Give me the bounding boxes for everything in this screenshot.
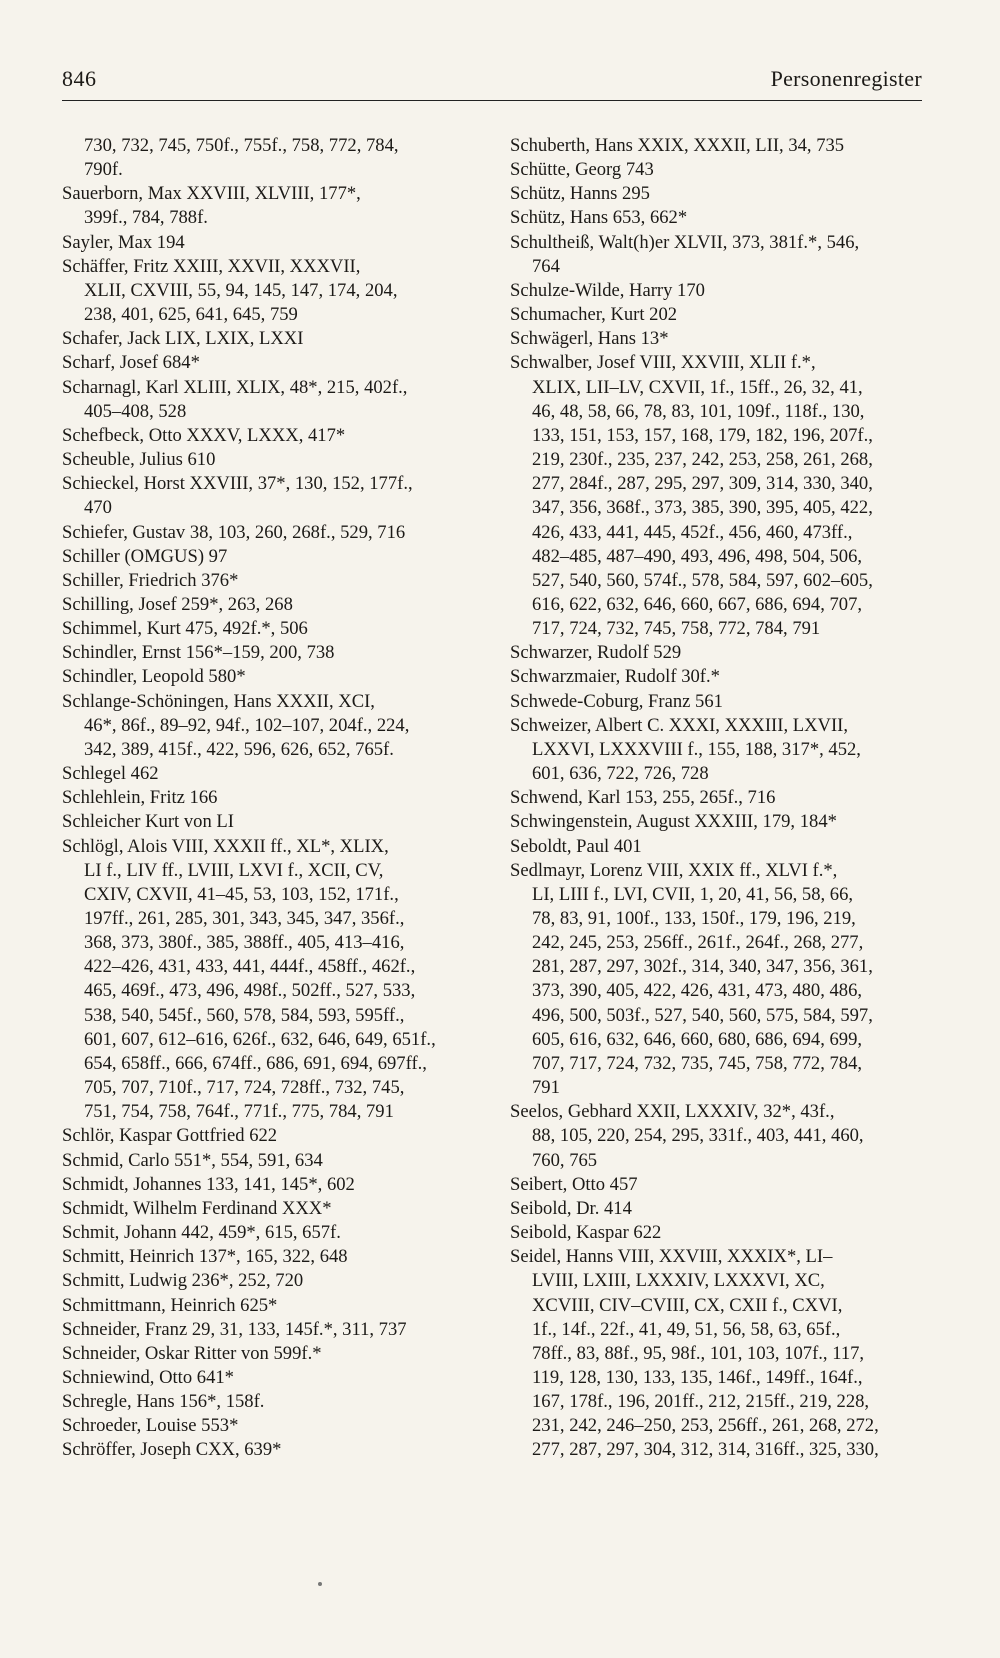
index-entry — [62, 1197, 482, 1221]
entry-continuation-line: 197ff., 261, 285, 301, 343, 345, 347, 356f., — [84, 908, 405, 929]
entry-headword-line: Schröffer, Joseph CXX, 639* — [62, 1439, 282, 1461]
entry-continuation-line: 601, 607, 612–616, 626f., 632, 646, 649, 651f., — [84, 1028, 436, 1050]
entry-continuation-line: 791 — [532, 1077, 560, 1099]
index-entry — [62, 690, 482, 762]
entry-headword-line: Schroeder, Louise 553* — [62, 1415, 239, 1437]
index-entry — [62, 376, 482, 424]
entry-continuation-line: 717, 724, 732, 745, 758, 772, 784, 791 — [532, 618, 821, 640]
index-entry — [62, 762, 482, 786]
entry-continuation-line: LI f., LIV ff., LVIII, LXVI f., XCII, CV, — [84, 859, 384, 881]
entry-continuation-line: 465, 469f., 473, 496, 498f., 502ff., 527, 533, — [84, 980, 416, 1002]
entry-continuation-line: 405–408, 528 — [84, 400, 187, 422]
entry-continuation-line: 654, 658ff., 666, 674ff., 686, 691, 694, 697ff., — [84, 1052, 427, 1074]
index-entry — [510, 665, 930, 689]
index-column-right — [510, 134, 930, 1463]
entry-headword-line: Schindler, Ernst 156*–159, 200, 738 — [62, 642, 335, 664]
index-entry — [62, 1390, 482, 1414]
entry-headword-line: Schiefer, Gustav 38, 103, 260, 268f., 529, 716 — [62, 521, 406, 543]
entry-headword-line: Schäffer, Fritz XXIII, XXVII, XXXVII, — [62, 255, 361, 277]
entry-headword-line: Schütte, Georg 743 — [510, 159, 654, 181]
index-entry — [62, 1124, 482, 1148]
index-entry — [62, 472, 482, 520]
entry-continuation-line: 242, 245, 253, 256ff., 261f., 264f., 268, 277, — [532, 932, 864, 954]
entry-continuation-line: 705, 707, 710f., 717, 724, 728ff., 732, 745, — [84, 1077, 405, 1099]
entry-continuation-line: 119, 128, 130, 133, 135, 146f., 149ff., 164f., — [532, 1366, 863, 1388]
entry-headword-line: Schmittmann, Heinrich 625* — [62, 1294, 278, 1316]
index-entry — [62, 327, 482, 351]
entry-headword-line: Sayler, Max 194 — [62, 231, 185, 253]
entry-headword-line: Schmidt, Johannes 133, 141, 145*, 602 — [62, 1173, 355, 1195]
entry-headword-line: Seibold, Dr. 414 — [510, 1197, 632, 1219]
entry-continuation-line: 46*, 86f., 89–92, 94f., 102–107, 204f., 224, — [84, 714, 410, 736]
index-entry — [62, 182, 482, 230]
index-entry — [62, 255, 482, 327]
entry-headword-line: Sauerborn, Max XXVIII, XLVIII, 177*, — [62, 183, 361, 205]
entry-headword-line: Schütz, Hanns 295 — [510, 183, 650, 205]
entry-headword-line: Schleicher Kurt von LI — [62, 811, 234, 833]
index-entry — [510, 158, 930, 182]
entry-headword-line: Scharnagl, Karl XLIII, XLIX, 48*, 215, 402f., — [62, 376, 408, 398]
index-entry — [510, 1173, 930, 1197]
index-entry — [62, 1438, 482, 1462]
entry-headword-line: Schweizer, Albert C. XXXI, XXXIII, LXVII, — [510, 714, 848, 736]
index-entry — [510, 231, 930, 279]
entry-headword-line: Scheuble, Julius 610 — [62, 449, 216, 471]
entry-continuation-line: 281, 287, 297, 302f., 314, 340, 347, 356, 361, — [532, 956, 873, 978]
entry-continuation-line: 422–426, 431, 433, 441, 444f., 458ff., 462f., — [84, 956, 416, 978]
index-entry — [510, 641, 930, 665]
index-entry — [62, 810, 482, 834]
index-entry — [62, 1366, 482, 1390]
entry-headword-line: Schmitt, Ludwig 236*, 252, 720 — [62, 1270, 304, 1292]
entry-headword-line: Schmid, Carlo 551*, 554, 591, 634 — [62, 1149, 323, 1171]
entry-headword-line: Schiller, Friedrich 376* — [62, 569, 239, 591]
entry-headword-line: Schwarzer, Rudolf 529 — [510, 642, 682, 664]
entry-headword-line: Schregle, Hans 156*, 158f. — [62, 1391, 265, 1413]
entry-headword-line: Schwend, Karl 153, 255, 265f., 716 — [510, 787, 776, 809]
entry-headword-line: Schlör, Kaspar Gottfried 622 — [62, 1125, 278, 1147]
entry-continuation-line: 399f., 784, 788f. — [84, 207, 208, 229]
entry-headword-line: Schulze-Wilde, Harry 170 — [510, 279, 705, 301]
index-entry — [62, 1245, 482, 1269]
entry-headword-line: Schwingenstein, August XXXIII, 179, 184* — [510, 811, 837, 833]
index-entry — [62, 1221, 482, 1245]
entry-headword-line: Schwalber, Josef VIII, XXVIII, XLII f.*, — [510, 352, 816, 374]
entry-continuation-line: 167, 178f., 196, 201ff., 212, 215ff., 219, 228, — [532, 1391, 870, 1413]
entry-continuation-line: LXXVI, LXXXVIII f., 155, 188, 317*, 452, — [532, 738, 861, 760]
entry-headword-line: Schilling, Josef 259*, 263, 268 — [62, 593, 293, 615]
index-entry — [510, 303, 930, 327]
index-entry — [510, 1197, 930, 1221]
entry-continuation-line: 616, 622, 632, 646, 660, 667, 686, 694, 707, — [532, 593, 863, 615]
entry-headword-line: Schlegel 462 — [62, 763, 159, 785]
entry-headword-line: Schieckel, Horst XXVIII, 37*, 130, 152, 177f., — [62, 473, 413, 495]
index-entry — [62, 1294, 482, 1318]
entry-continuation-line: XLIX, LII–LV, CXVII, 1f., 15ff., 26, 32, 41, — [532, 376, 863, 398]
entry-headword-line: Scharf, Josef 684* — [62, 352, 200, 374]
entry-continuation-line: 231, 242, 246–250, 253, 256ff., 261, 268, 272, — [532, 1415, 879, 1437]
entry-continuation-line: 601, 636, 722, 726, 728 — [532, 763, 709, 785]
entry-continuation-line: 342, 389, 415f., 422, 596, 626, 652, 765f. — [84, 738, 394, 760]
index-entry — [510, 182, 930, 206]
entry-headword-line: Schwarzmaier, Rudolf 30f.* — [510, 666, 720, 688]
entry-headword-line: Sedlmayr, Lorenz VIII, XXIX ff., XLVI f.*, — [510, 859, 838, 881]
entry-continuation-line: 277, 284f., 287, 295, 297, 309, 314, 330, 340, — [532, 473, 873, 495]
entry-headword-line: Seelos, Gebhard XXII, LXXXIV, 32*, 43f., — [510, 1101, 835, 1123]
entry-headword-line: Schimmel, Kurt 475, 492f.*, 506 — [62, 618, 308, 640]
entry-headword-line: Schniewind, Otto 641* — [62, 1366, 234, 1388]
index-entry — [62, 1269, 482, 1293]
entry-continuation-line: XLII, CXVIII, 55, 94, 145, 147, 174, 204, — [84, 279, 398, 301]
entry-headword-line: Schmit, Johann 442, 459*, 615, 657f. — [62, 1222, 341, 1244]
entry-headword-line: Schlögl, Alois VIII, XXXII ff., XL*, XLIX, — [62, 835, 389, 857]
index-entry — [510, 351, 930, 641]
entry-headword-line: Schafer, Jack LIX, LXIX, LXXI — [62, 328, 304, 350]
entry-headword-line: Schwede-Coburg, Franz 561 — [510, 690, 723, 712]
entry-headword-line: Schlange-Schöningen, Hans XXXII, XCI, — [62, 690, 375, 712]
entry-continuation-line: 78, 83, 91, 100f., 133, 150f., 179, 196, 219, — [532, 908, 856, 929]
entry-headword-line: Schneider, Franz 29, 31, 133, 145f.*, 311, 737 — [62, 1318, 407, 1340]
index-entry — [62, 448, 482, 472]
index-entry — [62, 351, 482, 375]
index-entry — [62, 231, 482, 255]
entry-continuation-line: 277, 287, 297, 304, 312, 314, 316ff., 325, 330, — [532, 1439, 879, 1461]
index-entry — [510, 786, 930, 810]
index-entry — [62, 665, 482, 689]
entry-continuation-line: 527, 540, 560, 574f., 578, 584, 597, 602–605, — [532, 569, 873, 591]
index-entry — [62, 617, 482, 641]
entry-continuation-line: 368, 373, 380f., 385, 388ff., 405, 413–416, — [84, 932, 405, 954]
entry-continuation-line: 46, 48, 58, 66, 78, 83, 101, 109f., 118f., 130, — [532, 400, 865, 422]
index-entry — [510, 690, 930, 714]
entry-continuation-line: 760, 765 — [532, 1149, 598, 1171]
entry-headword-line: Seibert, Otto 457 — [510, 1173, 638, 1195]
entry-continuation-line: 373, 390, 405, 422, 426, 431, 473, 480, 486, — [532, 980, 863, 1002]
index-entry — [62, 641, 482, 665]
entry-headword-line: Schumacher, Kurt 202 — [510, 304, 678, 326]
entry-headword-line: Schiller (OMGUS) 97 — [62, 545, 228, 567]
entry-headword-line: Schütz, Hans 653, 662* — [510, 207, 688, 229]
entry-headword-line: Schmidt, Wilhelm Ferdinand XXX* — [62, 1197, 332, 1219]
entry-headword-line: Schneider, Oskar Ritter von 599f.* — [62, 1342, 322, 1364]
index-entry — [62, 1318, 482, 1342]
entry-continuation-line: 790f. — [84, 159, 123, 181]
index-entry — [62, 424, 482, 448]
index-entry — [510, 835, 930, 859]
entry-continuation-line: 764 — [532, 255, 560, 277]
index-entry — [62, 521, 482, 545]
entry-continuation-line: 482–485, 487–490, 493, 496, 498, 504, 506, — [532, 545, 863, 567]
entry-continuation-line: 78ff., 83, 88f., 95, 98f., 101, 103, 107f., 117, — [532, 1342, 865, 1364]
entry-headword-line: Schefbeck, Otto XXXV, LXXX, 417* — [62, 424, 346, 446]
index-entry — [510, 1100, 930, 1172]
entry-headword-line: Schultheiß, Walt(h)er XLVII, 373, 381f.*, 546, — [510, 231, 860, 253]
entry-continuation-line: 730, 732, 745, 750f., 755f., 758, 772, 784, — [84, 135, 399, 156]
index-entry — [62, 1414, 482, 1438]
page-header — [62, 66, 922, 101]
index-entry — [510, 327, 930, 351]
index-entry — [62, 835, 482, 1125]
index-entry — [510, 1245, 930, 1462]
entry-continuation-line: CXIV, CXVII, 41–45, 53, 103, 152, 171f., — [84, 883, 399, 905]
entry-continuation-line: 605, 616, 632, 646, 660, 680, 686, 694, 699, — [532, 1028, 863, 1050]
index-entry — [510, 714, 930, 786]
running-title: Personenregister — [770, 66, 922, 91]
index-entry — [510, 859, 930, 1101]
entry-headword-line: Schlehlein, Fritz 166 — [62, 787, 218, 809]
index-entry — [510, 206, 930, 230]
entry-headword-line: Schindler, Leopold 580* — [62, 666, 246, 688]
entry-continuation-line: 470 — [84, 497, 112, 519]
entry-continuation-line: LVIII, LXIII, LXXXIV, LXXXVI, XC, — [532, 1270, 825, 1292]
ink-speck — [318, 1582, 322, 1586]
index-column-left — [62, 134, 482, 1463]
entry-continuation-line: XCVIII, CIV–CVIII, CX, CXII f., CXVI, — [532, 1294, 843, 1316]
entry-headword-line: Seibold, Kaspar 622 — [510, 1222, 662, 1244]
index-entry — [62, 545, 482, 569]
index-entry — [62, 134, 482, 182]
entry-continuation-line: 88, 105, 220, 254, 295, 331f., 403, 441, 460, — [532, 1125, 864, 1147]
entry-continuation-line: 1f., 14f., 22f., 41, 49, 51, 56, 58, 63, 65f., — [532, 1318, 841, 1340]
index-entry — [62, 593, 482, 617]
entry-continuation-line: LI, LIII f., LVI, CVII, 1, 20, 41, 56, 58, 66, — [532, 883, 854, 905]
entry-headword-line: Seidel, Hanns VIII, XXVIII, XXXIX*, LI– — [510, 1246, 833, 1268]
entry-continuation-line: 238, 401, 625, 641, 645, 759 — [84, 304, 298, 326]
index-entry — [510, 810, 930, 834]
entry-continuation-line: 347, 356, 368f., 373, 385, 390, 395, 405, 422, — [532, 497, 873, 519]
index-entry — [62, 569, 482, 593]
entry-continuation-line: 538, 540, 545f., 560, 578, 584, 593, 595ff., — [84, 1004, 405, 1026]
index-entry — [510, 134, 930, 158]
entry-continuation-line: 133, 151, 153, 157, 168, 179, 182, 196, 207f., — [532, 424, 873, 446]
index-entry — [510, 279, 930, 303]
index-entry — [62, 1342, 482, 1366]
entry-headword-line: Schwägerl, Hans 13* — [510, 328, 669, 350]
entry-headword-line: Schmitt, Heinrich 137*, 165, 322, 648 — [62, 1246, 348, 1268]
entry-headword-line: Schuberth, Hans XXIX, XXXII, LII, 34, 735 — [510, 135, 845, 156]
index-entry — [510, 1221, 930, 1245]
entry-headword-line: Seboldt, Paul 401 — [510, 835, 642, 857]
page-number: 846 — [62, 66, 97, 91]
index-entry — [62, 1173, 482, 1197]
entry-continuation-line: 496, 500, 503f., 527, 540, 560, 575, 584, 597, — [532, 1004, 873, 1026]
index-entry — [62, 786, 482, 810]
entry-continuation-line: 751, 754, 758, 764f., 771f., 775, 784, 791 — [84, 1101, 394, 1123]
entry-continuation-line: 426, 433, 441, 445, 452f., 456, 460, 473ff., — [532, 521, 853, 543]
entry-continuation-line: 707, 717, 724, 732, 735, 745, 758, 772, 784, — [532, 1052, 863, 1074]
index-entry — [62, 1149, 482, 1173]
entry-continuation-line: 219, 230f., 235, 237, 242, 253, 258, 261, 268, — [532, 449, 873, 471]
